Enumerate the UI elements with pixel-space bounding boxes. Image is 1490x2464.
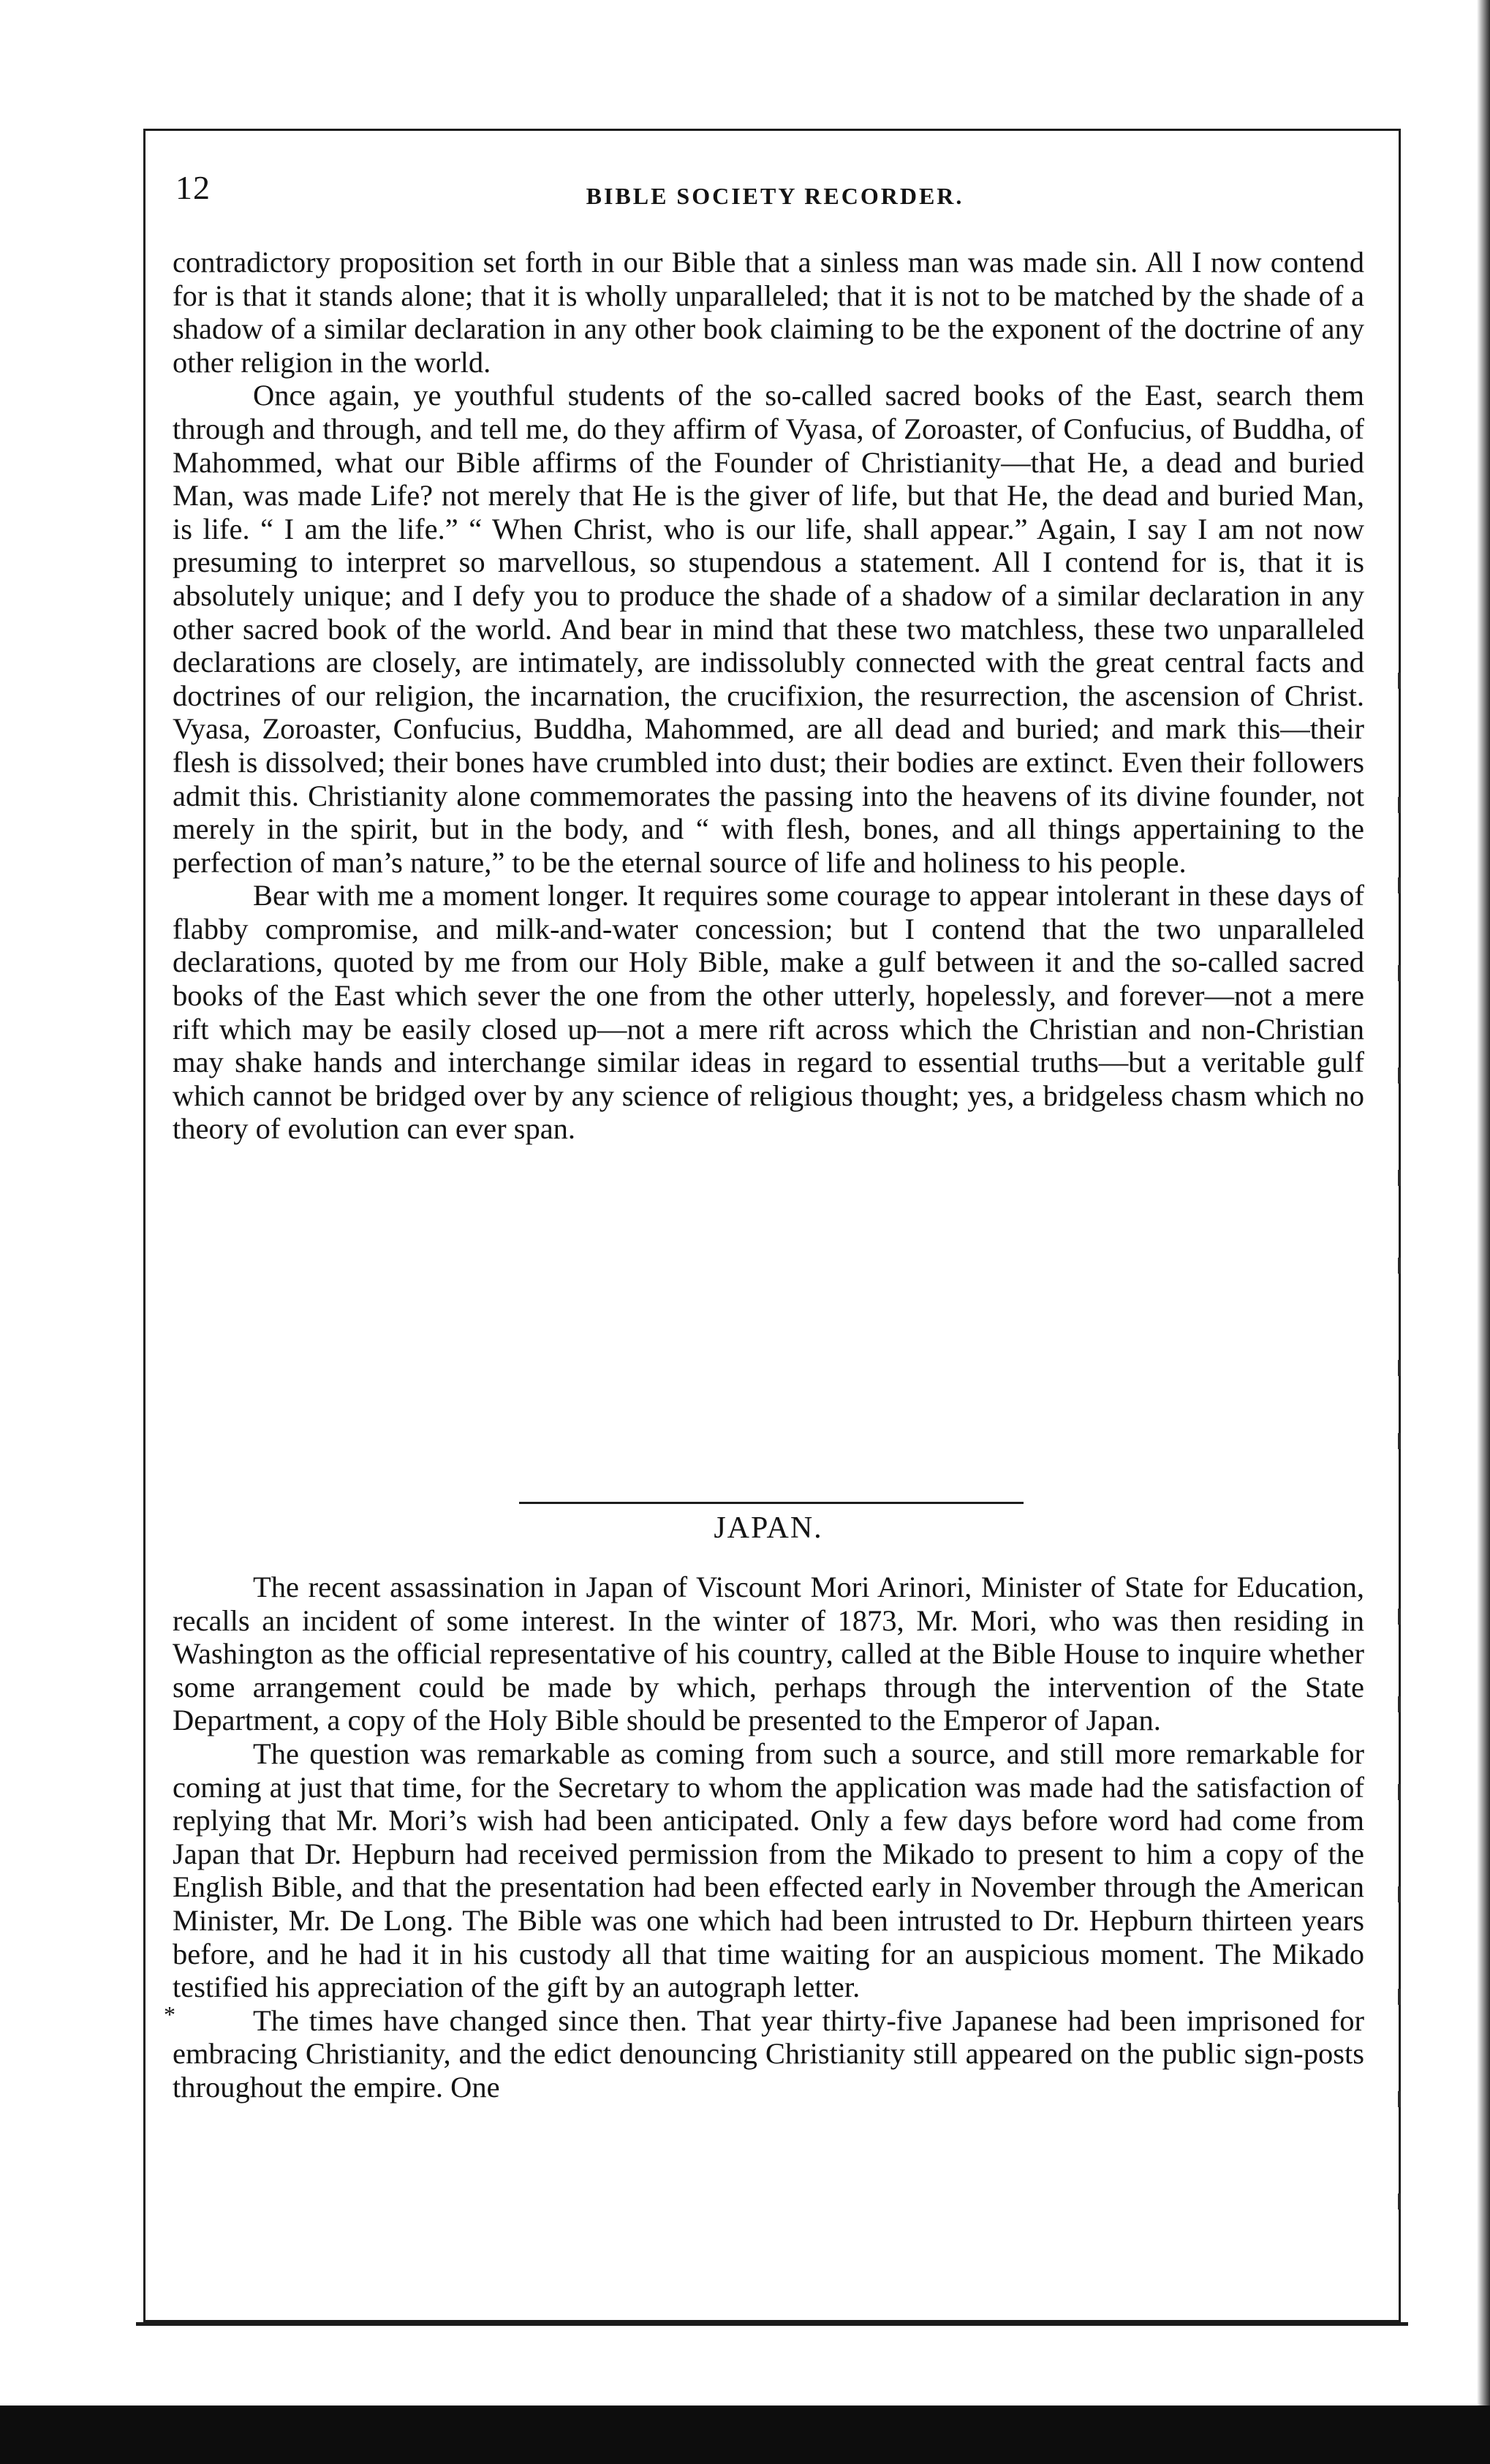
paragraph: contradictory proposition set forth in our Bible that a sinless man was made sin. All I now contend for is that it stands alone; that it is wholly unparalleled; that it is not to be matched by the shade of a shadow of a similar declaration in any other book claiming to be the exponent of the doctrine of any other religion in the world. bbox=[173, 246, 1364, 379]
paragraph: The question was remarkable as coming from such a source, and still more remarkable for coming at just that time, for the Secretary to whom the application was made had the satisfaction of replying that Mr. Mori’s wish had been anticipated. Only a few days before word had come from Japan that Dr. Hepburn had received permission from the Mikado to present to him a copy of the English Bible, and that the presentation had been effected early in November through the American Minister, Mr. De Long. The Bible was one which had been intrusted to Dr. Hepburn thirteen years before, and he had it in his custody all that time waiting for an auspicious moment. The Mikado testified his appreciation of the gift by an autograph letter. bbox=[173, 1736, 1364, 2004]
margin-asterisk-mark: * bbox=[164, 2001, 175, 2027]
margin-scan-marks bbox=[1395, 658, 1404, 2310]
paragraph: Once again, ye youthful students of the so-called sacred books of the East, search them through and through, and tell me, do they affirm of Vyasa, of Zoroaster, of Confucius, of Buddha, of Mahommed, what our Bible affirms of the Founder of Christianity—that He, a dead and buried Man, was made Life? not merely that He is the giver of life, but that He, the dead and buried Man, is life. “ I am the life.” “ When Christ, who is our life, shall appear.” Again, I say I am not now presuming to interpret so marvellous, so stupendous a statement. All I contend for is, that it is absolutely unique; and I defy you to produce the shade of a shadow of a similar declaration in any other sacred book of the world. And bear in mind that these two matchless, these two unparalleled declarations are closely, are intimately, are indissolubly connected with the great central facts and doctrines of our religion, the incarnation, the crucifixion, the resurrection, the ascension of Christ. Vyasa, Zoroaster, Confucius, Buddha, Mahommed, are all dead and buried; and mark this—their flesh is dissolved; their bones have crumbled into dust; their bodies are extinct. Even their followers admit this. Christianity alone commemorates the passing into the heavens of its divine founder, not merely in the spirit, but in the body, and “ with flesh, bones, and all things appertaining to the perfection of man’s nature,” to be the eternal source of life and holiness to his people. bbox=[173, 379, 1364, 879]
section-divider bbox=[519, 1502, 1024, 1504]
page-header bbox=[175, 168, 1374, 219]
section-title-japan: JAPAN. bbox=[714, 1511, 823, 1545]
paragraph: The recent assassination in Japan of Viscount Mori Arinori, Minister of State for Education, recalls an incident of some interest. In the winter of 1873, Mr. Mori, who was then residing in Washington as the official representative of his country, called at the Bible House to inquire whether some arrangement could be made by which, perhaps through the intervention of the State Department, a copy of the Holy Bible should be presented to the Emperor of Japan. bbox=[173, 1571, 1364, 1737]
scan-edge-shadow bbox=[1477, 0, 1490, 2406]
paragraph: The times have changed since then. That year thirty-five Japanese had been imprisoned for embracing Christianity, and the edict denouncing Christianity still appeared on the public sign-posts throughout the empire. One bbox=[173, 2003, 1364, 2104]
paragraph: Bear with me a moment longer. It requires some courage to appear intolerant in these days of flabby compromise, and milk-and-water concession; but I contend that the two unparalleled declarations, quoted by me from our Holy Bible, make a gulf between it and the so-called sacred books of the East which sever the one from the other utterly, hopelessly, and forever—not a mere rift which may be easily closed up—not a mere rift across which the Christian and non-Christian may shake hands and interchange similar ideas in regard to essential truths—but a veritable gulf which cannot be bridged over by any science of religious thought; yes, a bridgeless chasm which no theory of evolution can ever span. bbox=[173, 879, 1364, 1146]
article-continued bbox=[173, 246, 1364, 1146]
article-japan bbox=[173, 1571, 1364, 2104]
page-number: 12 bbox=[175, 169, 211, 206]
running-head: BIBLE SOCIETY RECORDER. bbox=[586, 183, 964, 209]
page-frame-bottom-rule bbox=[136, 2322, 1408, 2326]
scan-bottom-strip bbox=[0, 2406, 1490, 2464]
